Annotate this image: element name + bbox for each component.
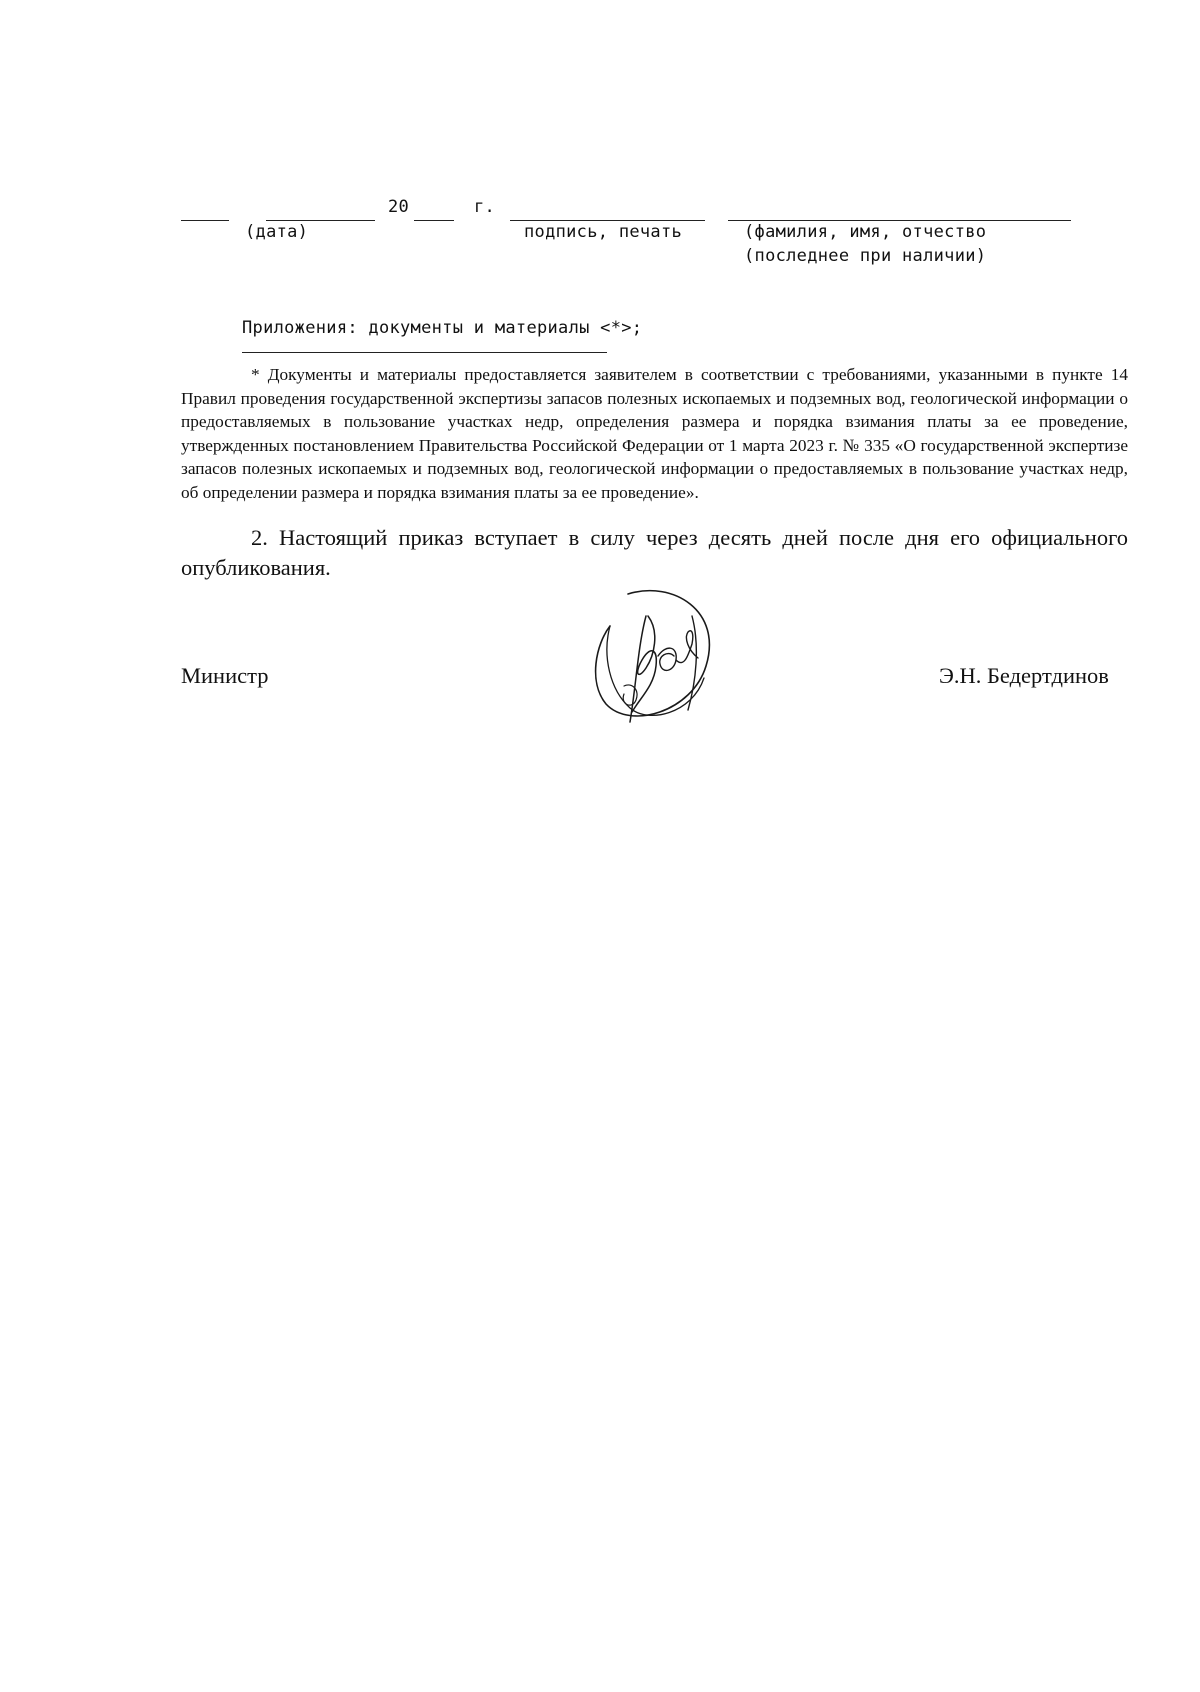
footnote-separator (242, 352, 607, 353)
signatory-name: Э.Н. Бедертдинов (939, 663, 1109, 688)
handwritten-signature (588, 586, 738, 736)
attachments-text: Приложения: документы и материалы <*>; (242, 318, 643, 338)
name-caption-line1: (фамилия, имя, отчество (744, 222, 987, 242)
month-blank-line (266, 220, 375, 221)
footnote-text: * Документы и материалы предоставляется заявителем в соответствии с требованиями, указанными в пункте 14 Правил проведения государственной экспертизы запасов полезных ископаемых и подземных вод, геологической информации о предоставляемых в пользование участках недр, определения размера и порядка взимания платы за ее проведение, утвержденных постановлением Правительства Российской Федерации от 1 марта 2023 г. № 335 «О государственной экспертизе запасов полезных ископаемых и подземных вод, геологической информации о предоставляемых в пользование участках недр, об определении размера и порядка взимания платы за ее проведение». (181, 365, 1128, 502)
clause-2-text: 2. Настоящий приказ вступает в силу через десять дней после дня его официального опубликования. (181, 525, 1128, 580)
clause-2-paragraph (181, 523, 1128, 583)
signature-caption: подпись, печать (524, 222, 683, 242)
footnote-paragraph (181, 363, 1128, 504)
year-suffix: г. (474, 197, 496, 217)
date-caption: (дата) (245, 222, 309, 242)
signature-blank-line (510, 220, 705, 221)
name-caption-line2: (последнее при наличии) (744, 246, 987, 266)
year-prefix: 20 (388, 197, 410, 217)
day-blank-line (181, 220, 229, 221)
year-blank-line (414, 220, 454, 221)
name-blank-line (728, 220, 1071, 221)
signatory-position: Министр (181, 663, 269, 688)
